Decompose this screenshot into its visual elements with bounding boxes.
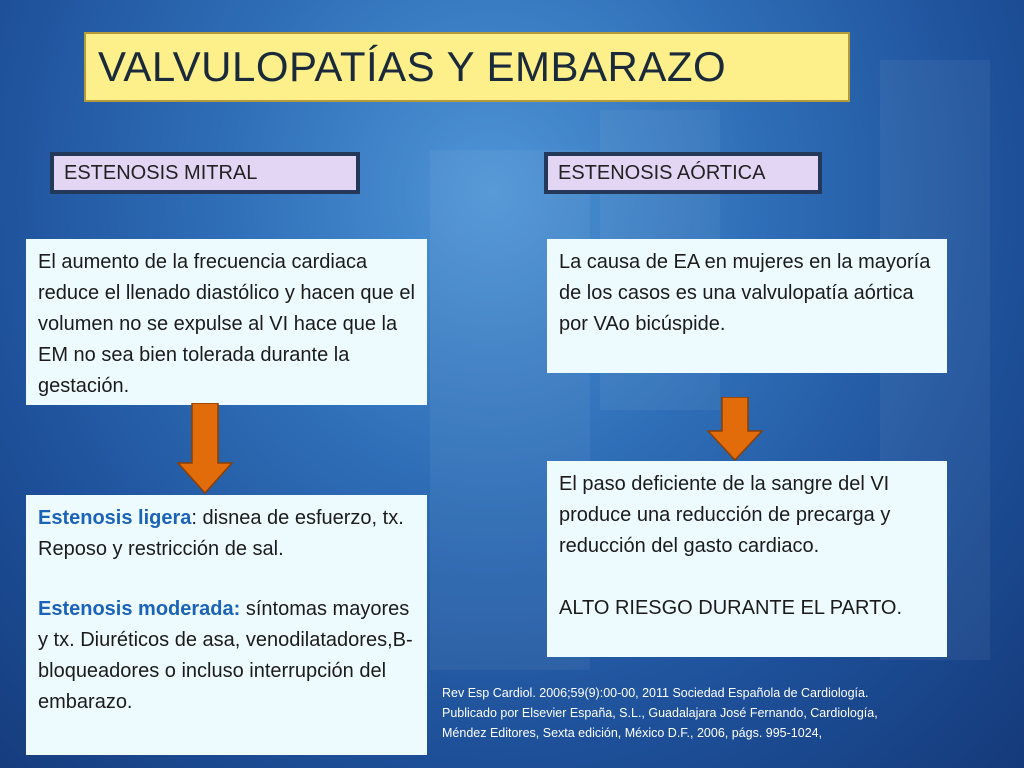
down-arrow-shape (178, 403, 232, 493)
slide-title: VALVULOPATÍAS Y EMBARAZO (84, 32, 850, 102)
mitral-stenosis-label-text: ESTENOSIS MITRAL (64, 161, 258, 184)
paragraph-spacer (38, 565, 417, 596)
moderate-stenosis-label: Estenosis moderada: (38, 598, 241, 620)
reference-citation (442, 683, 1002, 743)
aortic-cause-text: La causa de EA en mujeres en la mayoría de los casos es una valvulopatía aórtica por VAo bicúspide. (559, 251, 931, 335)
aortic-cause-box (547, 239, 947, 373)
aortic-stenosis-label (544, 152, 822, 194)
aortic-effect-box (547, 461, 947, 657)
reference-line-1: Rev Esp Cardiol. 2006;59(9):00-00, 2011 Sociedad Española de Cardiología. (442, 686, 869, 700)
mild-stenosis-paragraph (38, 503, 417, 565)
mitral-stenosis-label (50, 152, 360, 194)
down-arrow-icon (706, 397, 764, 463)
down-arrow-shape (708, 397, 762, 460)
down-arrow-icon (176, 403, 234, 496)
reference-line-3: Méndez Editores, Sexta edición, México D.F., 2006, págs. 995-1024, (442, 726, 823, 740)
mild-stenosis-label: Estenosis ligera (38, 507, 192, 529)
moderate-stenosis-text: síntomas mayores y tx. Diuréticos de asa, venodilatadores,B- bloqueadores o incluso interrupción del embarazo. (38, 598, 413, 713)
paragraph-spacer (559, 562, 937, 593)
aortic-stenosis-label-text: ESTENOSIS AÓRTICA (558, 161, 766, 184)
mitral-description-text: El aumento de la frecuencia cardiaca reduce el llenado diastólico y hacen que el volumen no se expulse al VI hace que la EM no sea bien tolerada durante la gestación. (38, 251, 415, 397)
mitral-description-box (26, 239, 427, 405)
mitral-severity-box (26, 495, 427, 755)
moderate-stenosis-paragraph (38, 594, 417, 718)
reference-line-2: Publicado por Elsevier España, S.L., Guadalajara José Fernando, Cardiología, (442, 706, 878, 720)
aortic-effect-text: El paso deficiente de la sangre del VI produce una reducción de precarga y reducción del gasto cardiaco. (559, 473, 891, 557)
aortic-risk-text: ALTO RIESGO DURANTE EL PARTO. (559, 597, 903, 619)
mild-stenosis-text: : disnea de esfuerzo, tx. Reposo y restricción de sal. (38, 507, 404, 560)
